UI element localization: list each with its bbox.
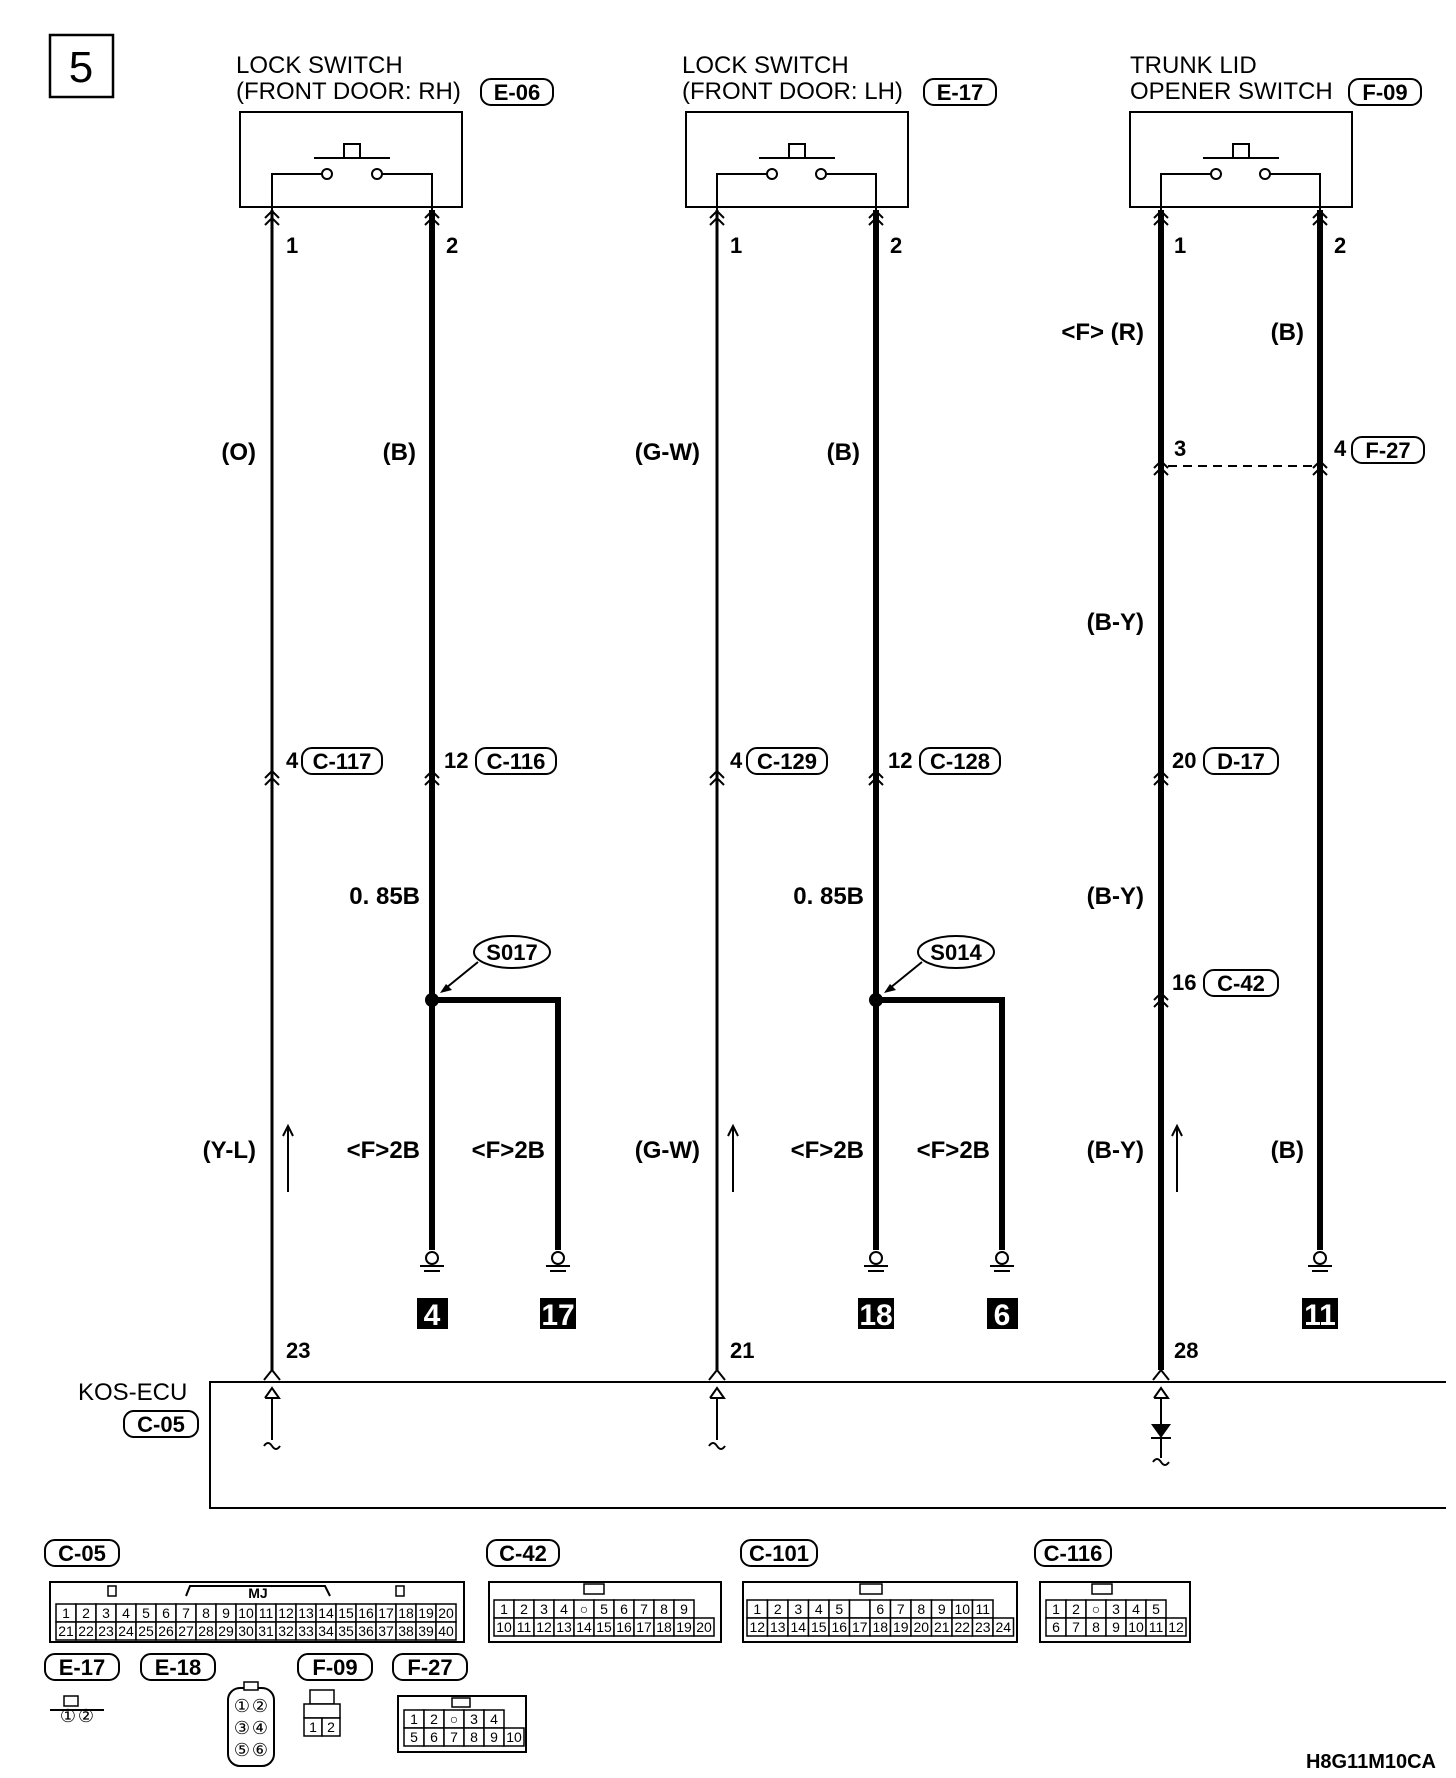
switch-symbol-rh (240, 112, 462, 210)
wire-rh-ground-branch (432, 1000, 558, 1250)
connector-c05-pin: 28 (198, 1623, 214, 1639)
switch-rh-title-2: (FRONT DOOR: RH) (236, 78, 461, 105)
junction-connector-c129: C-129 (757, 749, 817, 774)
connector-c116-pin: 8 (1092, 1619, 1100, 1635)
connector-c05-pin: 25 (138, 1623, 154, 1639)
connector-c101-pin: 18 (872, 1619, 889, 1635)
connector-c116-pin: 1 (1052, 1601, 1060, 1617)
connector-c101-pin: 20 (913, 1619, 930, 1635)
connector-c116-pin: 11 (1148, 1619, 1164, 1635)
wire-color-rh-ground-2: <F>2B (471, 1137, 545, 1164)
wire-size-lh: 0. 85B (793, 883, 864, 910)
ground-point-6: 6 (993, 1299, 1011, 1332)
connector-c101-pin: 17 (851, 1619, 868, 1635)
ecu-pin-23: 23 (286, 1338, 311, 1363)
svg-text:2: 2 (446, 233, 459, 258)
connector-c42-pin: 17 (636, 1619, 652, 1635)
connector-c05-pin: 27 (178, 1623, 194, 1639)
connector-c05-pin: 29 (218, 1623, 234, 1639)
switch-rh-connector: E-06 (493, 80, 541, 105)
svg-text:1: 1 (286, 233, 299, 258)
switch-symbol-trunk (1130, 112, 1352, 210)
splice-point-lh (869, 993, 883, 1007)
wire-color-lh-lower: (G-W) (634, 1137, 700, 1164)
connector-f27-pin: 3 (470, 1711, 478, 1727)
ground-point-17: 17 (541, 1299, 575, 1332)
wire-color-rh-2: (B) (382, 439, 416, 466)
wire-size-rh: 0. 85B (349, 883, 420, 910)
connector-label-e18: E-18 (154, 1655, 202, 1680)
connector-f27-pin: 9 (490, 1729, 498, 1745)
connector-c42-pin: 7 (640, 1601, 648, 1617)
connector-c42-pin: 13 (556, 1619, 572, 1635)
splice-point-rh (425, 993, 439, 1007)
connector-e18-pin: ② (251, 1696, 269, 1716)
connector-f27-pin: 1 (410, 1711, 418, 1727)
connector-c05-pin: 8 (202, 1605, 210, 1621)
wire-color-rh-lower: (Y-L) (202, 1137, 256, 1164)
connector-c42-pin: 19 (676, 1619, 692, 1635)
connector-c05-pin: 32 (278, 1623, 294, 1639)
ground-symbol (1308, 1252, 1332, 1271)
connector-c05-pin: 35 (338, 1623, 354, 1639)
connector-label-f27: F-27 (407, 1655, 453, 1680)
connector-c05-pin: 19 (418, 1605, 434, 1621)
connector-c101-pin: 22 (954, 1619, 971, 1635)
connector-f27-pin: 10 (506, 1729, 522, 1745)
ground-symbol (864, 1252, 888, 1271)
svg-text:1: 1 (730, 233, 743, 258)
switch-trunk-title-1: TRUNK LID (1130, 52, 1257, 79)
connector-c42-pin: 9 (680, 1601, 688, 1617)
connector-c05-pin: 14 (318, 1605, 334, 1621)
connector-f27-pin: ○ (449, 1711, 459, 1727)
connector-f27-pin: 8 (470, 1729, 478, 1745)
wire-color-trunk-top-1: <F> (R) (1061, 319, 1144, 346)
ecu-pin-28: 28 (1174, 1338, 1199, 1363)
ecu-name: KOS-ECU (78, 1379, 188, 1406)
connector-e17-pin: ② (77, 1706, 95, 1726)
connector-c05-pin: 36 (358, 1623, 374, 1639)
connector-c101-pin: 3 (794, 1601, 803, 1617)
connector-c101-pin: 24 (995, 1619, 1012, 1635)
junction-connector-f27: F-27 (1365, 438, 1411, 463)
connector-c05-pin: 5 (142, 1605, 150, 1621)
connector-c116-pin: 9 (1112, 1619, 1120, 1635)
connector-c42-pin: 12 (536, 1619, 552, 1635)
connector-label-c05: C-05 (58, 1541, 106, 1566)
ecu-connector: C-05 (137, 1412, 185, 1437)
wire-color-lh-ground-2: <F>2B (916, 1137, 990, 1164)
wire-color-trunk-2: (B-Y) (1086, 609, 1144, 636)
svg-text:20: 20 (1172, 748, 1197, 773)
connector-c42-pin: 16 (616, 1619, 632, 1635)
circuit-rh (203, 210, 576, 1380)
connector-c101-pin: 23 (974, 1619, 991, 1635)
connector-c05-pin: 30 (238, 1623, 254, 1639)
switch-trunk-title-2: OPENER SWITCH (1130, 78, 1333, 105)
connector-c101-pin: 12 (749, 1619, 766, 1635)
junction-connector-d17: D-17 (1217, 749, 1265, 774)
connector-label-c42: C-42 (499, 1541, 547, 1566)
connector-c42-pin: 14 (576, 1619, 592, 1635)
connector-c05-pin: 13 (298, 1605, 314, 1621)
connector-c42-pin: 1 (500, 1601, 508, 1617)
connector-c42-pin: 3 (540, 1601, 548, 1617)
connector-c101-pin: 6 (876, 1601, 885, 1617)
connector-c05-pin: 16 (358, 1605, 374, 1621)
ground-symbol (990, 1252, 1014, 1271)
diagram-code: H8G11M10CA (1305, 1751, 1436, 1773)
connector-c05-pin: 6 (162, 1605, 170, 1621)
connector-f27-pin: 2 (430, 1711, 438, 1727)
ground-point-18: 18 (859, 1299, 893, 1332)
connector-c116-pin: 2 (1072, 1601, 1080, 1617)
switch-header-rh (236, 52, 553, 105)
connector-c05-pin: 38 (398, 1623, 414, 1639)
switch-lh-connector: E-17 (936, 80, 984, 105)
ground-symbol (546, 1252, 570, 1271)
connector-c05-pin: 21 (58, 1623, 74, 1639)
junction-connector-c128: C-128 (930, 749, 990, 774)
connector-c05-pin: 31 (258, 1623, 274, 1639)
connector-c05-pin: 9 (222, 1605, 230, 1621)
connector-label-c101: C-101 (749, 1541, 809, 1566)
connector-c05-pin: 37 (378, 1623, 394, 1639)
connector-c101-pin: 2 (773, 1601, 782, 1617)
connector-e18-pin: ④ (251, 1718, 269, 1738)
connector-c05-pin: 2 (82, 1605, 90, 1621)
connector-c05-pin: 4 (122, 1605, 130, 1621)
connector-c101-pin: 4 (814, 1601, 823, 1617)
connector-c05-pin: 33 (298, 1623, 314, 1639)
connector-c116-pin: 12 (1168, 1619, 1184, 1635)
connector-c05-pin: 17 (378, 1605, 394, 1621)
connector-c05-pin: 15 (338, 1605, 354, 1621)
switch-rh-title-1: LOCK SWITCH (236, 52, 403, 79)
connector-f09-pin: 2 (327, 1719, 335, 1735)
connector-c05-pin: 1 (62, 1605, 70, 1621)
connector-c42-pin: 11 (516, 1619, 532, 1635)
connector-c116-pin: 5 (1152, 1601, 1160, 1617)
connector-c101-pin: 13 (769, 1619, 786, 1635)
wire-color-rh-1: (O) (221, 439, 256, 466)
connector-c116-pin: 7 (1072, 1619, 1080, 1635)
connector-f27-pin: 5 (410, 1729, 418, 1745)
svg-text:4: 4 (1334, 436, 1347, 461)
connector-c05-pin: 12 (278, 1605, 294, 1621)
connector-e18-pin: ③ (233, 1718, 251, 1738)
svg-text:1: 1 (1174, 233, 1187, 258)
switch-lh-title-1: LOCK SWITCH (682, 52, 849, 79)
connector-f27-pin: 6 (430, 1729, 438, 1745)
connector-label-e17: E-17 (58, 1655, 106, 1680)
connector-c116-pin: ○ (1091, 1601, 1101, 1617)
connector-c42-pin: ○ (579, 1601, 589, 1617)
connector-c05-pin: 7 (182, 1605, 190, 1621)
ground-point-11: 11 (1304, 1299, 1336, 1332)
connector-c05-pin: 40 (438, 1623, 454, 1639)
connector-f09-pin: 1 (309, 1719, 317, 1735)
connector-c101-pin: 14 (790, 1619, 807, 1635)
connector-c101-pin: 1 (753, 1601, 762, 1617)
connector-views (45, 1540, 1190, 1766)
connector-c05-pin: 10 (238, 1605, 254, 1621)
connector-e18-pin: ① (233, 1696, 251, 1716)
svg-text:3: 3 (1174, 436, 1187, 461)
connector-label-c116: C-116 (1043, 1541, 1103, 1566)
connector-c42-pin: 10 (496, 1619, 512, 1635)
connector-c42-pin: 2 (520, 1601, 528, 1617)
ecu-pin-21: 21 (730, 1338, 755, 1363)
connector-c101-pin: 16 (831, 1619, 848, 1635)
connector-e18-pin: ⑤ (233, 1740, 251, 1760)
connector-c42-pin: 4 (560, 1601, 568, 1617)
connector-c101-pin: 10 (954, 1601, 971, 1617)
wire-color-lh-2: (B) (826, 439, 860, 466)
splice-s014: S014 (930, 940, 982, 965)
connector-c116-pin: 10 (1128, 1619, 1144, 1635)
junction-connector-c116: C-116 (486, 749, 546, 774)
connector-c05-pin: 20 (438, 1605, 454, 1621)
connector-c101-pin: 5 (835, 1601, 844, 1617)
wire-color-trunk-lower: (B-Y) (1086, 1137, 1144, 1164)
connector-c116-pin: 4 (1132, 1601, 1140, 1617)
connector-c05-pin: 18 (398, 1605, 414, 1621)
connector-c05-pin: 11 (258, 1605, 274, 1621)
wire-color-rh-ground-1: <F>2B (346, 1137, 420, 1164)
connector-f27-pin: 4 (490, 1711, 498, 1727)
connector-c05-pin: 23 (98, 1623, 114, 1639)
connector-c05-pin: 34 (318, 1623, 334, 1639)
splice-s017: S017 (486, 940, 538, 965)
connector-c101-pin: 8 (917, 1601, 926, 1617)
connector-c05-pin: 39 (418, 1623, 434, 1639)
wire-color-trunk-3: (B-Y) (1086, 883, 1144, 910)
connector-c101-pin: 15 (810, 1619, 827, 1635)
ground-symbol (420, 1252, 444, 1271)
ecu-box (78, 1379, 1446, 1508)
connector-c42-pin: 5 (600, 1601, 608, 1617)
connector-e18-pin: ⑥ (251, 1740, 269, 1760)
switch-symbol-lh (686, 112, 908, 210)
svg-text:2: 2 (1334, 233, 1347, 258)
svg-text:16: 16 (1172, 970, 1197, 995)
switch-trunk-connector: F-09 (1362, 80, 1408, 105)
connector-c05-mark: MJ (248, 1585, 268, 1601)
switch-lh-title-2: (FRONT DOOR: LH) (682, 78, 903, 105)
connector-c05-pin: 24 (118, 1623, 134, 1639)
svg-text:4: 4 (730, 748, 743, 773)
connector-c42-pin: 15 (596, 1619, 612, 1635)
wire-color-trunk-ground: (B) (1270, 1137, 1304, 1164)
svg-text:12: 12 (888, 748, 913, 773)
connector-c05-pin: 22 (78, 1623, 94, 1639)
junction-connector-c42: C-42 (1217, 971, 1265, 996)
wire-color-lh-1: (G-W) (634, 439, 700, 466)
connector-c05-pin: 26 (158, 1623, 174, 1639)
connector-c101-pin: 7 (896, 1601, 905, 1617)
ground-point-4: 4 (423, 1299, 441, 1332)
wire-color-lh-ground-1: <F>2B (790, 1137, 864, 1164)
connector-c101-pin: 9 (937, 1601, 946, 1617)
svg-text:12: 12 (444, 748, 469, 773)
page-number: 5 (68, 43, 94, 92)
wire-color-trunk-top-2: (B) (1270, 319, 1304, 346)
connector-c42-pin: 20 (696, 1619, 712, 1635)
connector-e17-pin: ① (59, 1706, 77, 1726)
connector-c116-pin: 6 (1052, 1619, 1060, 1635)
connector-c101-pin: 11 (975, 1601, 991, 1617)
circuit-trunk (1061, 210, 1424, 1380)
connector-c42-pin: 8 (660, 1601, 668, 1617)
svg-text:4: 4 (286, 748, 299, 773)
wire-lh-ground-branch (876, 1000, 1002, 1250)
connector-f27-pin: 7 (450, 1729, 458, 1745)
switch-header-trunk (1130, 52, 1421, 105)
connector-c116-pin: 3 (1112, 1601, 1120, 1617)
connector-c05-pin: 3 (102, 1605, 110, 1621)
switch-header-lh (682, 52, 996, 105)
junction-connector-c117: C-117 (312, 749, 372, 774)
connector-label-f09: F-09 (312, 1655, 358, 1680)
svg-text:2: 2 (890, 233, 903, 258)
connector-c101-pin: 19 (892, 1619, 909, 1635)
connector-c42-pin: 18 (656, 1619, 672, 1635)
connector-c101-pin: 21 (933, 1619, 950, 1635)
connector-c42-pin: 6 (620, 1601, 628, 1617)
circuit-lh (635, 210, 1018, 1380)
